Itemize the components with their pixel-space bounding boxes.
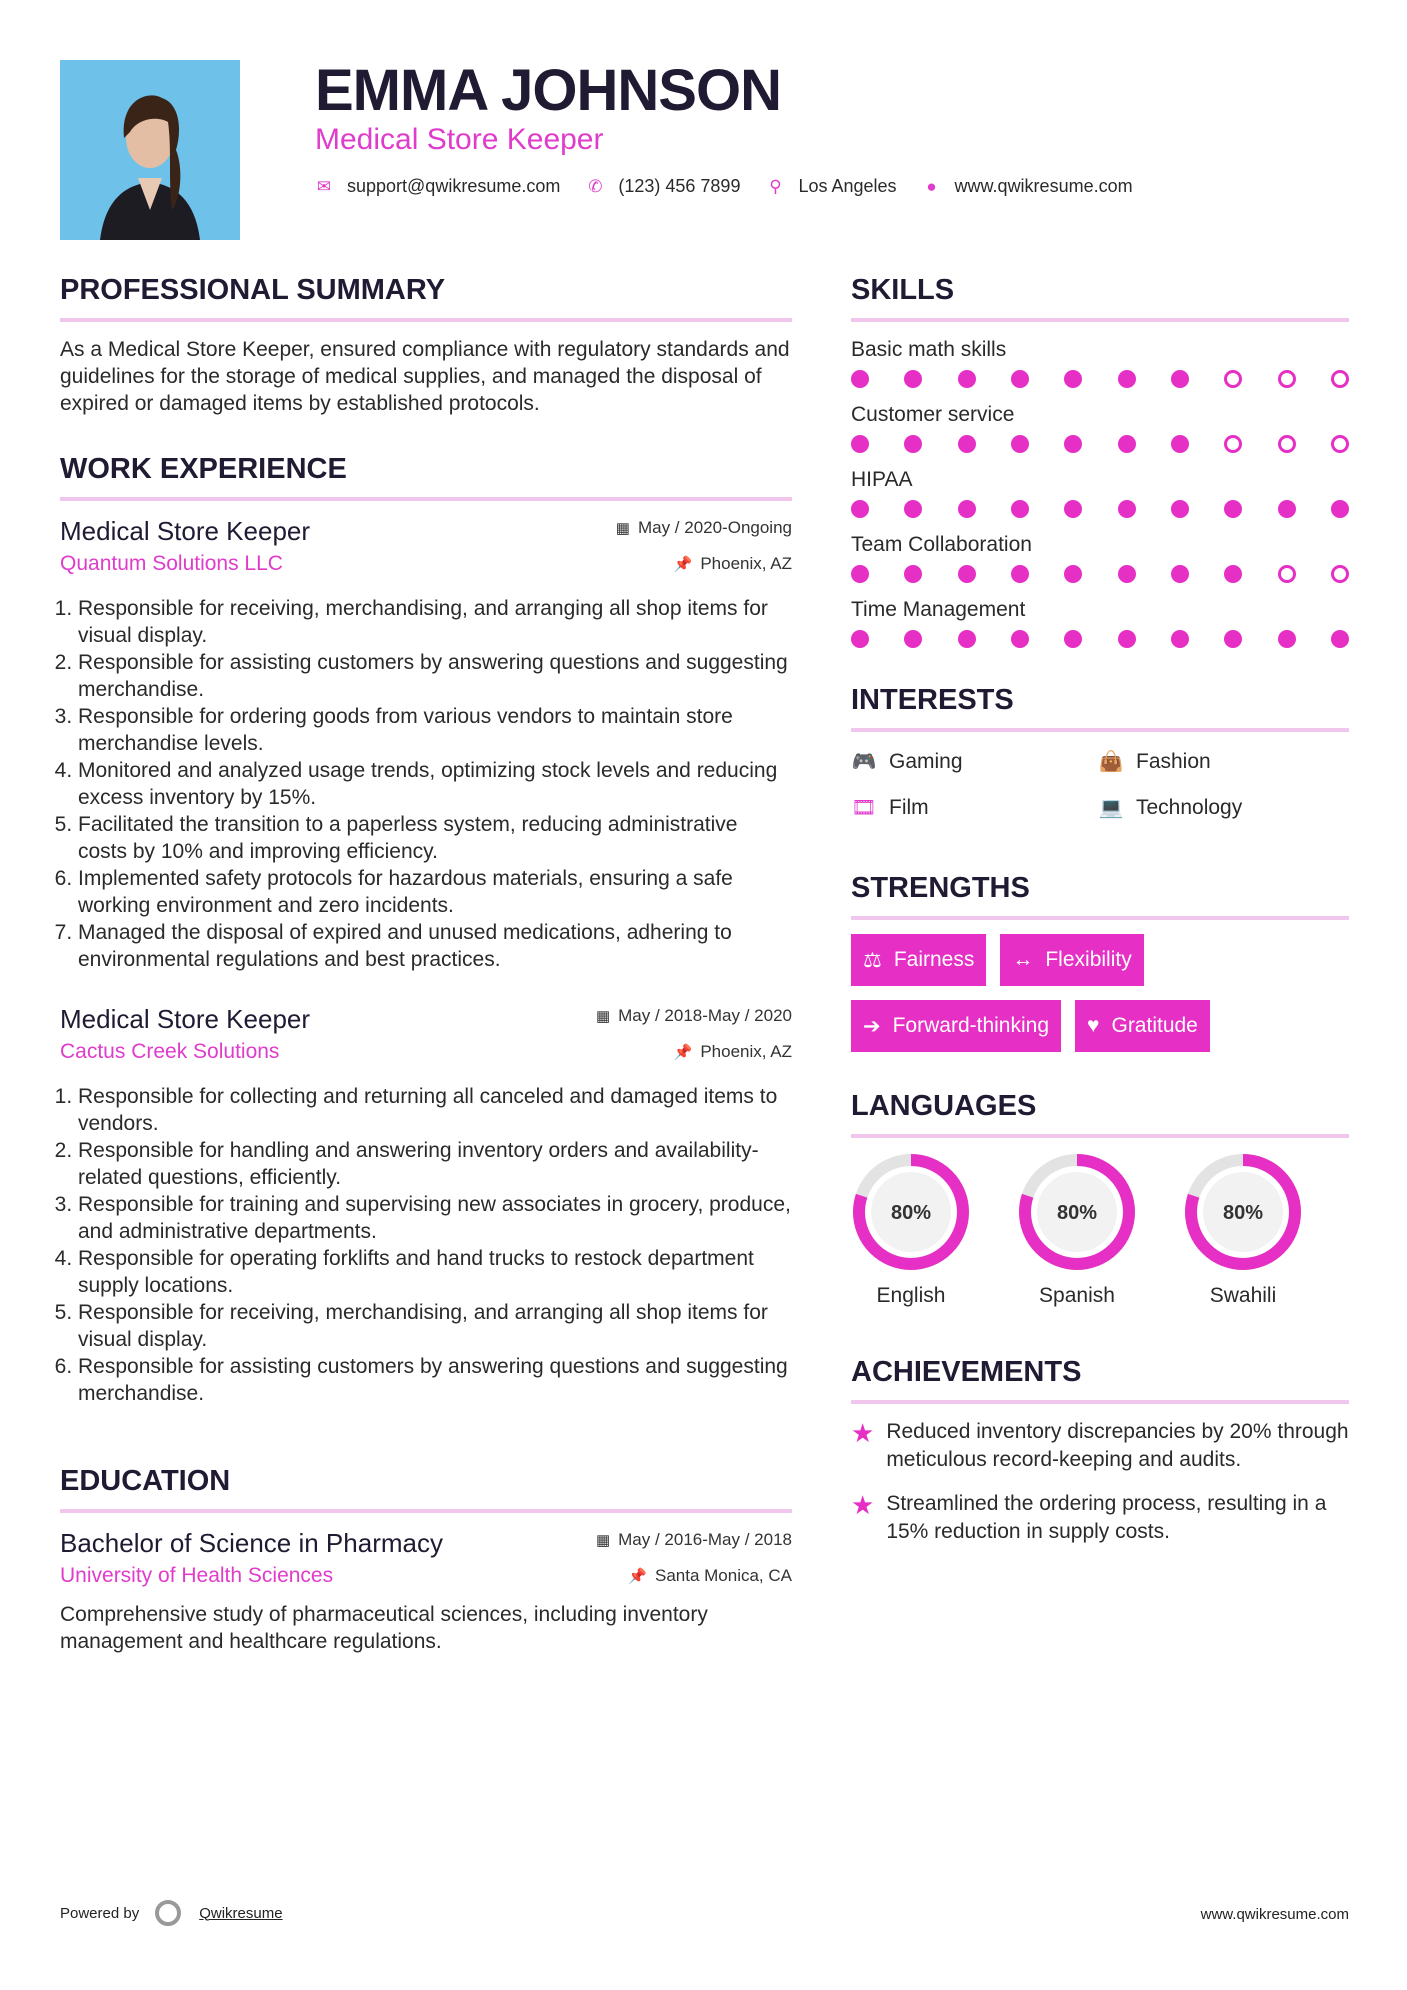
job-dates: ▦ May / 2018-May / 2020 — [595, 1006, 792, 1025]
rating-dot-filled — [958, 630, 976, 648]
section-divider — [60, 1509, 792, 1513]
languages-list — [851, 1152, 1349, 1310]
rating-dot-empty — [1278, 435, 1296, 453]
rating-dot-filled — [1064, 435, 1082, 453]
job-title: Medical Store Keeper — [60, 1004, 311, 1034]
section-divider — [60, 318, 792, 322]
degree-title: Bachelor of Science in Pharmacy — [60, 1528, 443, 1558]
language-percent: 80% — [890, 1202, 932, 1224]
rating-dot-empty — [1278, 565, 1296, 583]
interest-item: 💻 Technology — [1098, 792, 1345, 824]
contact-phone[interactable]: (123) 456 7899 — [618, 176, 741, 196]
rating-dot-filled — [1224, 565, 1242, 583]
section-divider — [851, 916, 1349, 920]
section-divider — [851, 318, 1349, 322]
rating-dot-filled — [958, 565, 976, 583]
rating-dot-filled — [1011, 630, 1029, 648]
rating-dot-filled — [1278, 630, 1296, 648]
list-item: 4. Monitored and analyzed usage trends, optimizing stock levels and reducing excess inventory by 15%. — [78, 757, 792, 811]
job-entry — [60, 1003, 792, 1407]
rating-dot-filled — [1118, 370, 1136, 388]
interest-item: 🎮 Gaming — [851, 746, 1098, 778]
interests-list — [851, 746, 1349, 824]
skill-item — [851, 401, 1349, 453]
list-item: 5. Facilitated the transition to a paperless system, reducing administrative costs by 10% and improving efficiency. — [78, 811, 792, 865]
skill-item — [851, 336, 1349, 388]
list-item: 1. Responsible for collecting and returning all canceled and damaged items to vendors. — [78, 1083, 792, 1137]
shooting-star-icon: ★ — [851, 1418, 875, 1448]
rating-dot-filled — [1118, 500, 1136, 518]
interest-item: 🎞 Film — [851, 792, 1098, 824]
language-item — [851, 1152, 971, 1310]
skill-name: Time Management — [851, 598, 1026, 621]
skill-rating — [851, 630, 1349, 648]
language-item — [1183, 1152, 1303, 1310]
job-location: 📌 Phoenix, AZ — [673, 553, 792, 573]
rating-dot-filled — [1011, 565, 1029, 583]
rating-dot-filled — [1171, 500, 1189, 518]
list-item: 1. Responsible for receiving, merchandising, and arranging all shop items for visual display. — [78, 595, 792, 649]
location-pin-icon: ⚲ — [769, 176, 782, 196]
list-item: 7. Managed the disposal of expired and unused medications, adhering to environmental regulations and best practices. — [78, 919, 792, 973]
film-icon: 🎞 — [851, 797, 877, 819]
rating-dot-filled — [1224, 500, 1242, 518]
rating-dot-filled — [1118, 435, 1136, 453]
pushpin-icon: 📌 — [673, 555, 693, 573]
skills-heading: SKILLS — [851, 274, 955, 306]
calendar-icon: ▦ — [595, 1008, 611, 1025]
rating-dot-filled — [1171, 630, 1189, 648]
globe-icon: ● — [926, 176, 937, 196]
list-item: 2. Responsible for handling and answering inventory orders and availability-related questions, efficiently. — [78, 1137, 792, 1191]
gamepad-icon: 🎮 — [851, 751, 877, 773]
arrow-right-icon: ➔ — [863, 1014, 881, 1038]
section-divider — [851, 1134, 1349, 1138]
rating-dot-filled — [851, 500, 869, 518]
list-item: 2. Responsible for assisting customers by answering questions and suggesting merchandise. — [78, 649, 792, 703]
list-item: 6. Responsible for assisting customers by answering questions and suggesting merchandise. — [78, 1353, 792, 1407]
skill-item — [851, 466, 1349, 518]
strength-tag: ⚖ Fairness — [851, 934, 986, 986]
footer-powered-by: Powered by Qwikresume — [60, 1900, 283, 1926]
list-item: 3. Responsible for training and supervising new associates in grocery, produce, and administrative departments. — [78, 1191, 792, 1245]
interests-heading: INTERESTS — [851, 684, 1014, 716]
rating-dot-filled — [851, 630, 869, 648]
job-company: Quantum Solutions LLC — [60, 552, 283, 575]
skill-rating — [851, 565, 1349, 583]
school-name: University of Health Sciences — [60, 1564, 334, 1587]
arrows-horizontal-icon: ↔ — [1012, 948, 1034, 971]
skill-rating — [851, 500, 1349, 518]
rating-dot-filled — [1064, 370, 1082, 388]
rating-dot-filled — [1331, 500, 1349, 518]
skill-rating — [851, 370, 1349, 388]
rating-dot-filled — [1011, 370, 1029, 388]
right-column — [851, 272, 1349, 1562]
job-company: Cactus Creek Solutions — [60, 1040, 280, 1063]
rating-dot-empty — [1224, 370, 1242, 388]
language-name: Spanish — [1039, 1284, 1115, 1307]
contact-location: Los Angeles — [798, 176, 897, 196]
rating-dot-filled — [1064, 630, 1082, 648]
skill-rating — [851, 435, 1349, 453]
strength-tag: ↔ Flexibility — [1000, 934, 1143, 986]
job-entry — [60, 515, 792, 973]
job-dates: ▦ May / 2020-Ongoing — [615, 518, 792, 537]
language-progress-ring — [851, 1152, 971, 1272]
strengths-list — [851, 934, 1349, 1052]
rating-dot-filled — [1011, 435, 1029, 453]
mail-icon: ✉ — [316, 176, 332, 196]
job-bullets — [60, 1083, 792, 1407]
achievement-item: ★ Streamlined the ordering process, resulting in a 15% reduction in supply costs. — [851, 1490, 1327, 1543]
education-dates: ▦ May / 2016-May / 2018 — [595, 1530, 792, 1549]
language-percent: 80% — [1056, 1202, 1098, 1224]
rating-dot-filled — [958, 500, 976, 518]
education-heading: EDUCATION — [60, 1465, 231, 1497]
list-item: 5. Responsible for receiving, merchandising, and arranging all shop items for visual display. — [78, 1299, 792, 1353]
profile-photo — [60, 60, 240, 240]
left-column — [60, 272, 792, 1655]
contact-website[interactable]: www.qwikresume.com — [954, 176, 1133, 196]
languages-heading: LANGUAGES — [851, 1090, 1037, 1122]
calendar-icon: ▦ — [595, 1532, 611, 1549]
pushpin-icon: 📌 — [673, 1043, 693, 1061]
language-name: Swahili — [1209, 1284, 1277, 1307]
rating-dot-empty — [1331, 370, 1349, 388]
rating-dot-filled — [958, 370, 976, 388]
rating-dot-filled — [1278, 500, 1296, 518]
rating-dot-filled — [904, 630, 922, 648]
education-location: 📌 Santa Monica, CA — [628, 1565, 792, 1585]
language-progress-ring — [1017, 1152, 1137, 1272]
rating-dot-filled — [1331, 630, 1349, 648]
rating-dot-filled — [904, 370, 922, 388]
contact-email[interactable]: support@qwikresume.com — [347, 176, 561, 196]
rating-dot-filled — [851, 565, 869, 583]
footer-url[interactable]: www.qwikresume.com — [1200, 1906, 1349, 1923]
rating-dot-filled — [1064, 500, 1082, 518]
skill-name: Basic math skills — [851, 338, 1007, 361]
education-entry — [60, 1527, 792, 1655]
shooting-star-icon: ★ — [851, 1490, 875, 1520]
summary-text: As a Medical Store Keeper, ensured compliance with regulatory standards and guidelines for the storage of medical supplies, and managed the disposal of expired or damaged items by established protocols. — [60, 338, 790, 415]
rating-dot-filled — [1064, 565, 1082, 583]
rating-dot-filled — [851, 435, 869, 453]
balance-scale-icon: ⚖ — [863, 948, 882, 972]
rating-dot-empty — [1331, 565, 1349, 583]
interest-item: 👜 Fashion — [1098, 746, 1345, 778]
rating-dot-filled — [904, 435, 922, 453]
skill-name: Team Collaboration — [851, 533, 1032, 556]
job-location: 📌 Phoenix, AZ — [673, 1041, 792, 1061]
experience-heading: WORK EXPERIENCE — [60, 453, 347, 485]
rating-dot-filled — [904, 500, 922, 518]
rating-dot-filled — [1224, 630, 1242, 648]
strengths-heading: STRENGTHS — [851, 872, 1030, 904]
job-title: Medical Store Keeper — [60, 516, 311, 546]
education-description: Comprehensive study of pharmaceutical sciences, including inventory management and healthcare regulations. — [60, 1603, 708, 1653]
strength-tag: ➔ Forward-thinking — [851, 1000, 1061, 1052]
rating-dot-filled — [1171, 565, 1189, 583]
strength-tag: ♥ Gratitude — [1075, 1000, 1210, 1052]
section-divider — [60, 497, 792, 501]
candidate-name: EMMA JOHNSON — [315, 58, 781, 123]
rating-dot-filled — [851, 370, 869, 388]
list-item: 3. Responsible for ordering goods from various vendors to maintain store merchandise levels. — [78, 703, 792, 757]
candidate-title: Medical Store Keeper — [315, 123, 604, 156]
skills-list — [851, 336, 1349, 648]
qwikresume-logo-icon — [155, 1900, 181, 1926]
heart-icon: ♥ — [1087, 1014, 1100, 1037]
job-bullets — [60, 595, 792, 973]
rating-dot-filled — [1118, 630, 1136, 648]
section-divider — [851, 1400, 1349, 1404]
list-item: 4. Responsible for operating forklifts and hand trucks to restock department supply locations. — [78, 1245, 792, 1299]
rating-dot-empty — [1278, 370, 1296, 388]
list-item: 6. Implemented safety protocols for hazardous materials, ensuring a safe working environment and zero incidents. — [78, 865, 792, 919]
calendar-icon: ▦ — [615, 520, 630, 537]
rating-dot-filled — [1171, 370, 1189, 388]
rating-dot-filled — [904, 565, 922, 583]
skill-name: Customer service — [851, 403, 1015, 426]
skill-item — [851, 531, 1349, 583]
laptop-icon: 💻 — [1098, 797, 1124, 819]
contact-bar — [315, 176, 1159, 197]
skill-name: HIPAA — [851, 468, 913, 491]
rating-dot-filled — [1171, 435, 1189, 453]
pushpin-icon: 📌 — [628, 1567, 647, 1585]
language-percent: 80% — [1222, 1202, 1264, 1224]
rating-dot-empty — [1331, 435, 1349, 453]
rating-dot-filled — [1011, 500, 1029, 518]
section-divider — [851, 728, 1349, 732]
rating-dot-empty — [1224, 435, 1242, 453]
language-progress-ring — [1183, 1152, 1303, 1272]
shopping-bag-icon: 👜 — [1098, 751, 1124, 773]
phone-icon: ✆ — [588, 176, 603, 196]
language-name: English — [876, 1284, 946, 1307]
language-item — [1017, 1152, 1137, 1310]
rating-dot-filled — [1118, 565, 1136, 583]
footer-brand-link[interactable]: Qwikresume — [199, 1904, 283, 1922]
skill-item — [851, 596, 1349, 648]
rating-dot-filled — [958, 435, 976, 453]
achievement-item: ★ Reduced inventory discrepancies by 20% through meticulous record-keeping and audits. — [851, 1418, 1349, 1471]
achievements-heading: ACHIEVEMENTS — [851, 1356, 1082, 1388]
summary-heading: PROFESSIONAL SUMMARY — [60, 274, 446, 306]
